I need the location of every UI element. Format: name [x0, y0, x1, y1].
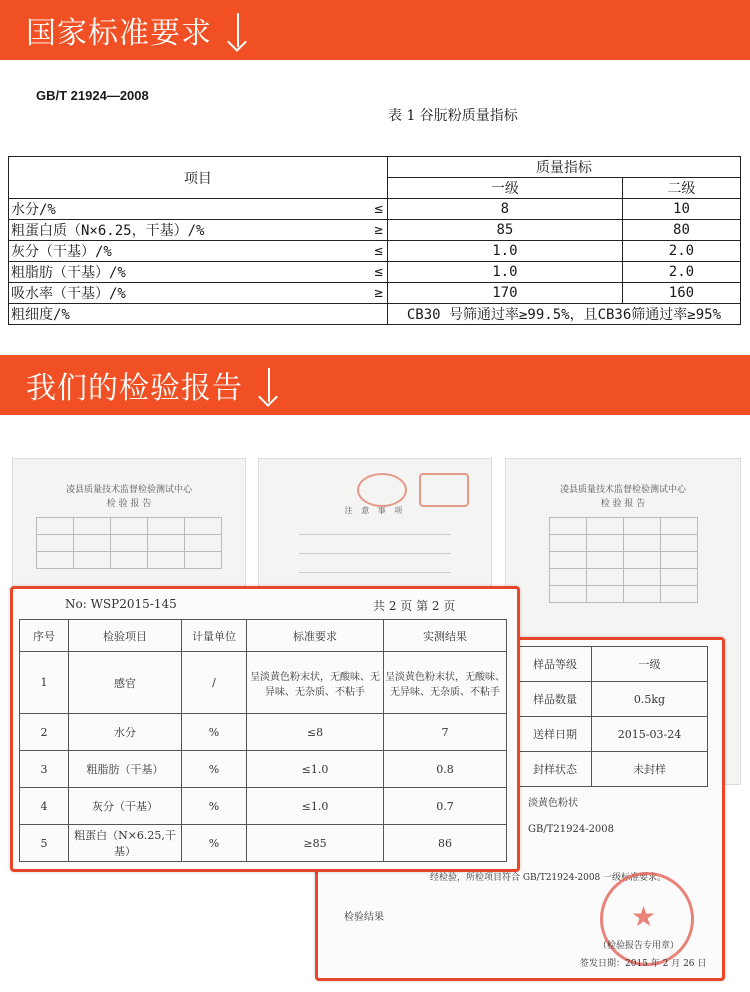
cell-res: 0.7: [384, 788, 507, 825]
col-header: 检验项目: [69, 620, 182, 652]
cell-res: 0.8: [384, 751, 507, 788]
photo-title: 凌县质量技术监督检验测试中心: [559, 485, 686, 495]
sign-date: 签发日期：2015 年 2 月 26 日: [580, 959, 707, 969]
row-g2: 10: [622, 199, 740, 220]
header-grade1: 一级: [387, 178, 622, 199]
cell-unit: %: [182, 751, 247, 788]
photo-subtitle: 检 验 报 告: [106, 499, 152, 509]
conclusion-text: 经检验，所检项目符合 GB/T21924-2008 一级标准要求。: [430, 873, 667, 883]
col-header: 序号: [20, 620, 69, 652]
cell-req: ≤1.0: [247, 751, 384, 788]
table-row: [9, 199, 741, 220]
table-row: [20, 652, 507, 714]
banner-title: 我们的检验报告: [26, 371, 243, 406]
cell-res: 呈淡黄色粉末状，无酸味、无异味、无杂质、不粘手: [384, 652, 507, 714]
cell-no: 1: [20, 652, 69, 714]
table-row: [20, 714, 507, 751]
cell-no: 5: [20, 825, 69, 862]
summary-value: 0.5kg: [592, 682, 708, 717]
table-row: [20, 788, 507, 825]
summary-label: 封样状态: [519, 752, 592, 787]
row-item: 吸水率（干基）/%: [9, 283, 361, 304]
col-header: 标准要求: [247, 620, 384, 652]
row-sym: ≥: [361, 220, 388, 241]
section-banner-report: [0, 355, 750, 415]
table-caption: 表 1 谷朊粉质量指标: [388, 108, 518, 124]
cell-unit: %: [182, 825, 247, 862]
report-number: No: WSP2015-145: [65, 597, 177, 611]
cell-res: 86: [384, 825, 507, 862]
photo-subtitle: 检 验 报 告: [600, 499, 646, 509]
summary-label: 样品等级: [519, 647, 592, 682]
summary-value: 一级: [592, 647, 708, 682]
row-g1: 170: [387, 283, 622, 304]
report-photo-middle: [258, 458, 492, 595]
table-row: [9, 241, 741, 262]
section-banner-standard: [0, 0, 750, 60]
cell-no: 2: [20, 714, 69, 751]
cell-unit: %: [182, 714, 247, 751]
row-item: 粗蛋白质（N×6.25，干基）/%: [9, 220, 361, 241]
result-label: 检验结果: [344, 912, 384, 923]
row-sym: ≤: [361, 241, 388, 262]
photo-title: 凌县质量技术监督检验测试中心: [65, 485, 192, 495]
results-table: [19, 619, 507, 862]
red-seal-stamp: ★: [600, 872, 694, 966]
row-item: 粗细度/%: [9, 304, 388, 325]
standard-text: GB/T21924-2008: [528, 824, 615, 835]
cell-item: 灰分（干基）: [69, 788, 182, 825]
row-g1: 85: [387, 220, 622, 241]
seal-icon: [357, 473, 407, 507]
appearance-text: 淡黄色粉状: [528, 798, 578, 809]
summary-table: [518, 646, 708, 787]
report-card-results: [10, 586, 520, 872]
cell-unit: %: [182, 788, 247, 825]
seal-icon: [419, 473, 469, 507]
fineness-value: CB30 号筛通过率≥99.5%，且CB36筛通过率≥95%: [387, 304, 740, 325]
standard-code: GB/T 21924—2008: [36, 88, 149, 103]
table-row: [9, 220, 741, 241]
header-item: 项目: [9, 157, 388, 199]
table-row: [9, 304, 741, 325]
cell-req: ≤8: [247, 714, 384, 751]
cell-req: ≤1.0: [247, 788, 384, 825]
col-header: 计量单位: [182, 620, 247, 652]
summary-value: 未封样: [592, 752, 708, 787]
row-item: 粗脂肪（干基）/%: [9, 262, 361, 283]
cell-unit: /: [182, 652, 247, 714]
report-pages: 共 2 页 第 2 页: [373, 599, 456, 613]
row-g1: 1.0: [387, 241, 622, 262]
summary-value: 2015-03-24: [592, 717, 708, 752]
table-row: [9, 262, 741, 283]
row-g1: 1.0: [387, 262, 622, 283]
row-g1: 8: [387, 199, 622, 220]
row-g2: 2.0: [622, 262, 740, 283]
banner-title: 国家标准要求: [26, 16, 212, 51]
cell-item: 粗蛋白（N×6.25,干基）: [69, 825, 182, 862]
row-sym: ≤: [361, 199, 388, 220]
mini-table: [36, 517, 222, 569]
cell-item: 感官: [69, 652, 182, 714]
down-arrow-icon: [257, 364, 281, 406]
header-grade2: 二级: [622, 178, 740, 199]
cell-no: 3: [20, 751, 69, 788]
cell-req: 呈淡黄色粉末状，无酸味、无异味、无杂质、不粘手: [247, 652, 384, 714]
row-sym: ≤: [361, 262, 388, 283]
cell-no: 4: [20, 788, 69, 825]
header-index: 质量指标: [387, 157, 740, 178]
col-header: 实测结果: [384, 620, 507, 652]
table-row: [9, 283, 741, 304]
seal-text: （检验报告专用章）: [598, 941, 680, 951]
notice-title: 注 意 事 项: [344, 506, 406, 515]
row-item: 灰分（干基）/%: [9, 241, 361, 262]
row-item: 水分/%: [9, 199, 361, 220]
table-row: [20, 825, 507, 862]
mini-table: [549, 517, 698, 603]
report-photo-left: [12, 458, 246, 595]
summary-label: 样品数量: [519, 682, 592, 717]
cell-item: 粗脂肪（干基）: [69, 751, 182, 788]
table-row: [20, 751, 507, 788]
row-sym: ≥: [361, 283, 388, 304]
summary-label: 送样日期: [519, 717, 592, 752]
cell-res: 7: [384, 714, 507, 751]
down-arrow-icon: [226, 9, 250, 51]
row-g2: 2.0: [622, 241, 740, 262]
row-g2: 80: [622, 220, 740, 241]
cell-item: 水分: [69, 714, 182, 751]
row-g2: 160: [622, 283, 740, 304]
cell-req: ≥85: [247, 825, 384, 862]
quality-table: [8, 156, 741, 325]
